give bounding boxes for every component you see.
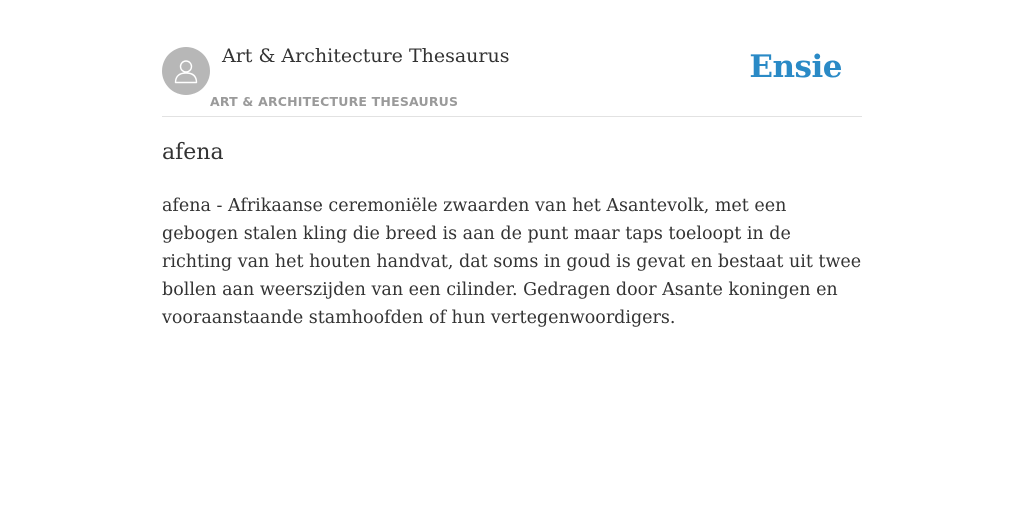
author-name[interactable]: Art & Architecture Thesaurus <box>222 45 510 67</box>
source-label[interactable]: ART & ARCHITECTURE THESAURUS <box>210 94 459 109</box>
brand-logo[interactable]: Ensie <box>749 49 842 85</box>
entry-title: afena <box>162 140 224 165</box>
header <box>162 0 862 117</box>
entry-definition: afena - Afrikaanse ceremoniële zwaarden van het Asantevolk, met een gebogen stalen kling die breed is aan de punt maar taps toeloopt in de richting van het houten handvat, dat soms in goud is gevat en bestaat uit twee bollen aan weerszijden van een cilinder. Gedragen door Asante koningen en vooraanstaande stamhoofden of hun vertegenwoordigers. <box>162 196 862 328</box>
author-avatar[interactable] <box>162 47 210 95</box>
user-icon <box>172 57 200 85</box>
